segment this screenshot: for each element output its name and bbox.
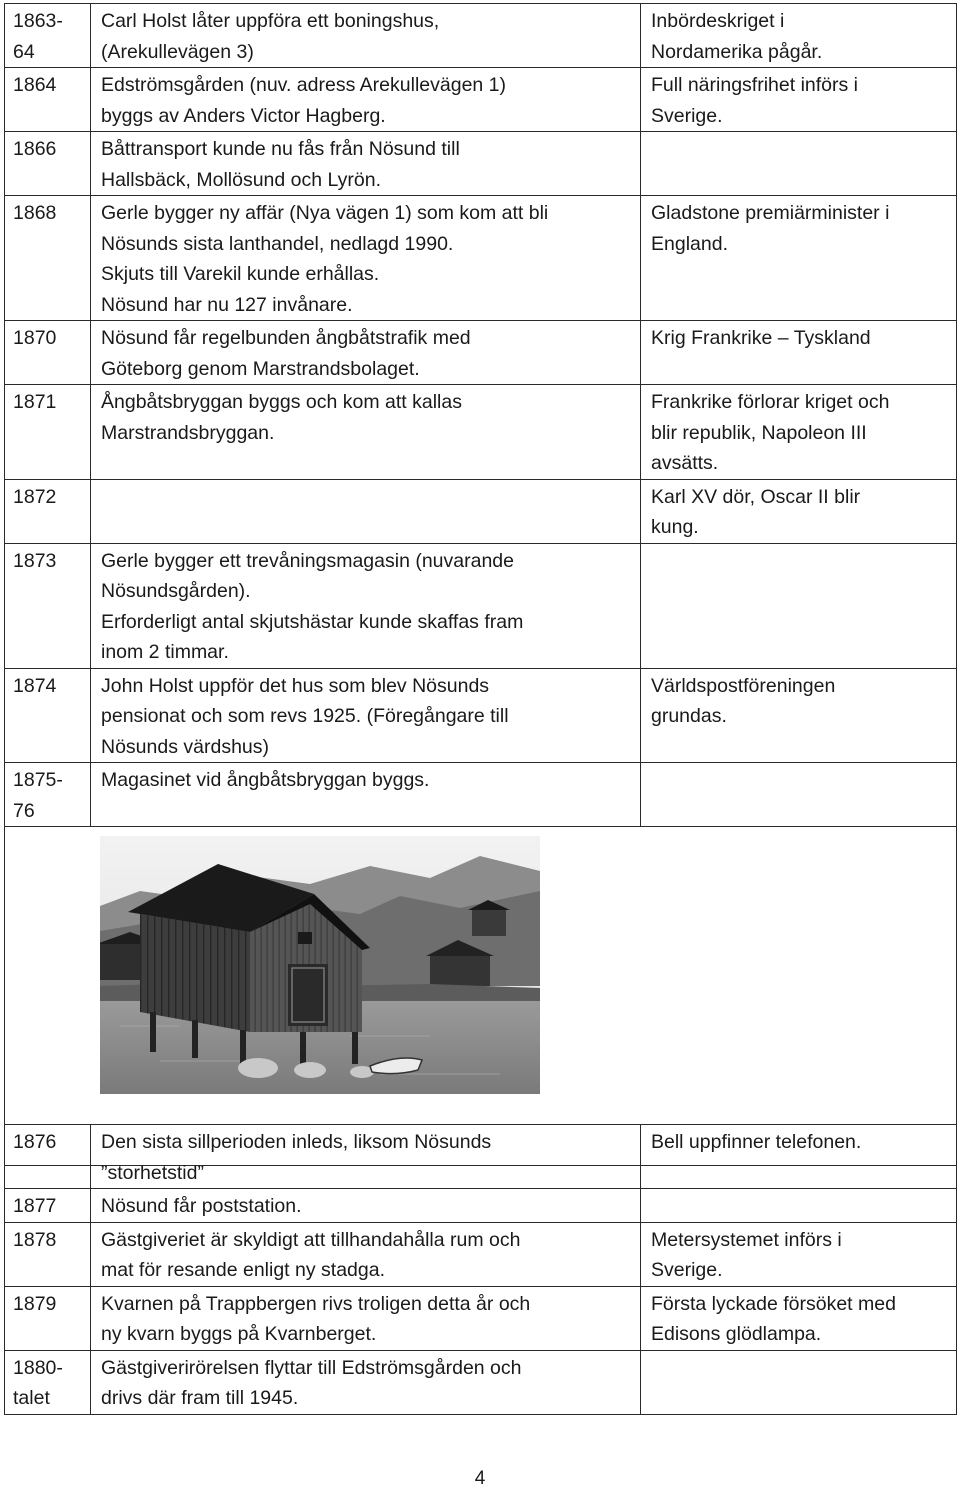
table-row — [5, 543, 957, 668]
local-event-cell: Ångbåtsbryggan byggs och kom att kallas Marstrandsbryggan. — [91, 385, 641, 480]
world-event-cell: Världspostföreningen grundas. — [641, 668, 957, 763]
table-row — [5, 1125, 957, 1189]
local-event-cell: Gerle bygger ny affär (Nya vägen 1) som kom att bli Nösunds sista lanthandel, nedlagd 1990. Skjuts till Varekil kunde erhållas. Nösund har nu 127 invånare. — [91, 196, 641, 321]
year-cell: 1871 — [5, 385, 91, 480]
table-row — [5, 1189, 957, 1223]
local-event-cell: Magasinet vid ångbåtsbryggan byggs. — [91, 763, 641, 827]
local-event-cell: John Holst uppför det hus som blev Nösunds pensionat och som revs 1925. (Föregångare till Nösunds värdshus) — [91, 668, 641, 763]
world-event-cell — [641, 1350, 957, 1414]
year-cell: 1877 — [5, 1189, 91, 1223]
world-event-cell: Bell uppfinner telefonen. — [641, 1125, 957, 1189]
year-cell: 1870 — [5, 321, 91, 385]
world-event-cell: Full näringsfrihet införs i Sverige. — [641, 68, 957, 132]
table-row — [5, 1222, 957, 1286]
world-event-cell: Första lyckade försöket med Edisons glödlampa. — [641, 1286, 957, 1350]
table-row — [5, 196, 957, 321]
table-row — [5, 668, 957, 763]
year-cell: 1880- talet — [5, 1350, 91, 1414]
local-event-cell: Gerle bygger ett trevåningsmagasin (nuvarande Nösundsgården). Erforderligt antal skjutshästar kunde skaffas fram inom 2 timmar. — [91, 543, 641, 668]
year-cell: 1879 — [5, 1286, 91, 1350]
world-event-cell: Metersystemet införs i Sverige. — [641, 1222, 957, 1286]
timeline-table-bottom — [4, 1124, 957, 1415]
local-event-cell: Carl Holst låter uppföra ett boningshus, (Arekullevägen 3) — [91, 4, 641, 68]
local-event-cell: Edströmsgården (nuv. adress Arekullevägen 1) byggs av Anders Victor Hagberg. — [91, 68, 641, 132]
year-cell: 1868 — [5, 196, 91, 321]
local-event-cell — [91, 479, 641, 543]
year-cell: 1874 — [5, 668, 91, 763]
table-row — [5, 1350, 957, 1414]
year-cell: 1873 — [5, 543, 91, 668]
world-event-cell: Karl XV dör, Oscar II blir kung. — [641, 479, 957, 543]
local-event-cell: Nösund får regelbunden ångbåtstrafik med Göteborg genom Marstrandsbolaget. — [91, 321, 641, 385]
world-event-cell: Inbördeskriget i Nordamerika pågår. — [641, 4, 957, 68]
table-row — [5, 321, 957, 385]
table-row — [5, 385, 957, 480]
year-cell: 1878 — [5, 1222, 91, 1286]
world-event-cell: Gladstone premiärminister i England. — [641, 196, 957, 321]
table-row — [5, 132, 957, 196]
world-event-cell — [641, 132, 957, 196]
table-row — [5, 4, 957, 68]
world-event-cell — [641, 763, 957, 827]
year-cell: 1872 — [5, 479, 91, 543]
world-event-cell: Krig Frankrike – Tyskland — [641, 321, 957, 385]
local-event-cell: Gästgiveriet är skyldigt att tillhandahålla rum och mat för resande enligt ny stadga. — [91, 1222, 641, 1286]
boathouse-photo — [100, 836, 540, 1094]
world-event-cell: Frankrike förlorar kriget och blir republik, Napoleon III avsätts. — [641, 385, 957, 480]
year-cell: 1876 — [5, 1125, 91, 1189]
page-number: 4 — [474, 1468, 486, 1489]
year-cell: 1864 — [5, 68, 91, 132]
year-cell: 1866 — [5, 132, 91, 196]
year-cell: 1875- 76 — [5, 763, 91, 827]
year-cell: 1863- 64 — [5, 4, 91, 68]
local-event-cell: Gästgiverirörelsen flyttar till Edströmsgården och drivs där fram till 1945. — [91, 1350, 641, 1414]
table-row — [5, 1286, 957, 1350]
table-row — [5, 479, 957, 543]
table-row — [5, 68, 957, 132]
table-row — [5, 763, 957, 827]
world-event-cell — [641, 543, 957, 668]
local-event-cell: Båttransport kunde nu fås från Nösund till Hallsbäck, Mollösund och Lyrön. — [91, 132, 641, 196]
world-event-cell — [641, 1189, 957, 1223]
local-event-cell: Kvarnen på Trappbergen rivs troligen detta år och ny kvarn byggs på Kvarnberget. — [91, 1286, 641, 1350]
local-event-cell: Nösund får poststation. — [91, 1189, 641, 1223]
local-event-cell: Den sista sillperioden inleds, liksom Nösunds ”storhetstid” — [91, 1125, 641, 1189]
